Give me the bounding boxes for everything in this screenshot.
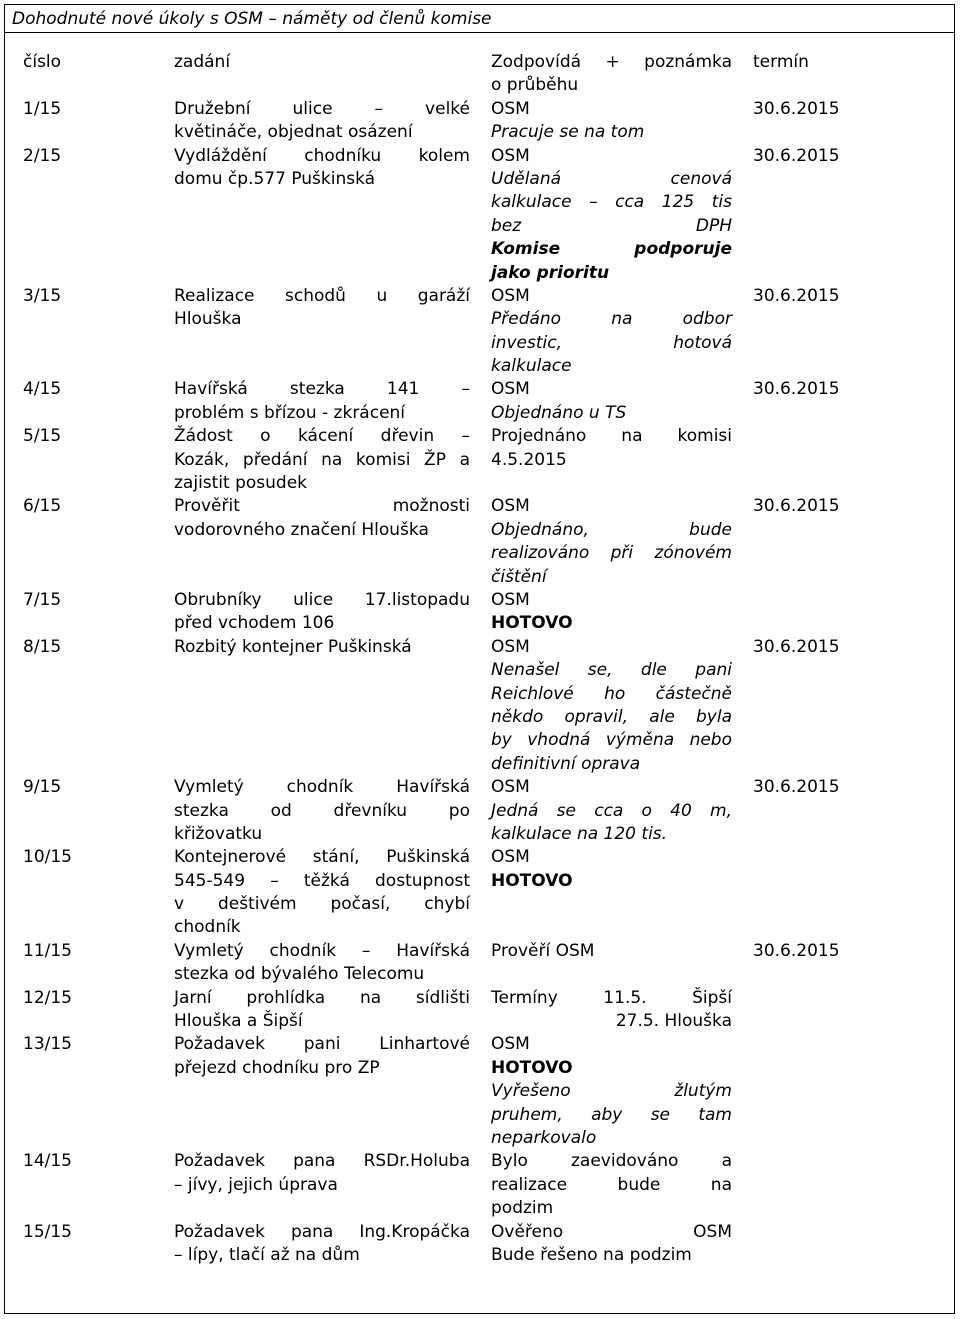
task-description-line: květináče, objednat osázení [174, 122, 413, 143]
task-note-line: OSM [491, 285, 530, 306]
task-description-line: 545-549 – těžká dostupnost [174, 870, 470, 891]
task-number: 7/15 [23, 589, 62, 610]
task-description-line: Vymletý chodník Havířská [174, 777, 470, 798]
task-description-line: problém s břízou - zkrácení [174, 402, 406, 423]
task-note [491, 987, 732, 1034]
task-note-line: Reichlové ho částečně [491, 683, 732, 704]
task-description-line: domu čp.577 Puškinská [174, 168, 376, 189]
table-row [23, 495, 858, 589]
task-note-line: Prověří OSM [491, 940, 595, 961]
task-deadline [732, 1221, 858, 1268]
header-cislo: číslo [23, 52, 62, 72]
task-number: 12/15 [23, 987, 72, 1008]
task-number: 2/15 [23, 145, 62, 166]
task-description-line: vodorovného značení Hlouška [174, 519, 429, 540]
task-note-line: HOTOVO [491, 870, 573, 891]
task-number: 3/15 [23, 285, 62, 306]
task-number: 6/15 [23, 496, 62, 517]
task-note [491, 1033, 732, 1150]
task-number: 4/15 [23, 379, 62, 400]
table-row [23, 378, 858, 425]
task-description [174, 145, 470, 285]
task-note-line: kalkulace na 120 tis. [491, 823, 668, 844]
task-description-line: – lípy, tlačí až na dům [174, 1244, 360, 1265]
task-description [174, 378, 470, 425]
table-row [23, 589, 858, 636]
task-description-line: stezka od dřevníku po [174, 800, 470, 821]
task-deadline: 30.6.2015 [753, 145, 840, 166]
task-note-line: Nenašel se, dle pani [491, 660, 732, 681]
task-note-line: bez DPH [491, 215, 732, 236]
task-description [174, 285, 470, 379]
task-note [491, 636, 732, 776]
task-note-line: realizováno při zónovém [491, 543, 732, 564]
task-deadline [732, 425, 858, 495]
header-zodpovida [491, 51, 732, 98]
task-description-line: – jívy, jejich úprava [174, 1174, 338, 1195]
task-note-line: OSM [491, 1034, 530, 1055]
task-note [491, 378, 732, 425]
table-row [23, 776, 858, 846]
task-note [491, 145, 732, 285]
tasks-table [23, 51, 858, 1267]
task-note-line: Vyřešeno žlutým [491, 1081, 732, 1102]
task-description-line: křižovatku [174, 823, 263, 844]
table-row [23, 1221, 858, 1268]
task-note-line: by vhodná výměna nebo [491, 730, 732, 751]
task-note [491, 425, 732, 495]
task-description [174, 987, 470, 1034]
task-note-line: investic, hotová [491, 332, 732, 353]
task-note-line: Objednáno, bude [491, 519, 732, 540]
task-description-line: Požadavek pana RSDr.Holuba [174, 1151, 470, 1172]
table-row [23, 636, 858, 776]
task-note-line: OSM [491, 847, 530, 868]
task-note-line: 4.5.2015 [491, 449, 567, 470]
task-deadline [732, 589, 858, 636]
table-header-row [23, 51, 858, 98]
task-deadline [732, 987, 858, 1034]
task-deadline [732, 1150, 858, 1220]
task-note [491, 776, 732, 846]
task-deadline: 30.6.2015 [753, 777, 840, 798]
task-note-line: Jedná se cca o 40 m, [491, 800, 732, 821]
table-row [23, 846, 858, 940]
task-note-line: Komise podporuje [491, 239, 732, 260]
task-description-line: Kontejnerové stání, Puškinská [174, 847, 470, 868]
task-note-line: Bude řešeno na podzim [491, 1244, 692, 1265]
task-note-line: OSM [491, 98, 530, 119]
task-note [491, 589, 732, 636]
task-description [174, 98, 470, 145]
task-description-line: Prověřit možnosti [174, 496, 470, 517]
task-description-line: Kozák, předání na komisi ŽP a [174, 449, 470, 470]
task-deadline [732, 846, 858, 940]
page-title: Dohodnuté nové úkoly s OSM – náměty od členů komise [4, 4, 955, 33]
header-termin: termín [753, 52, 809, 72]
task-description-line: Hlouška [174, 309, 242, 330]
task-note [491, 846, 732, 940]
task-note-line: neparkovalo [491, 1127, 597, 1148]
table-row [23, 1150, 858, 1220]
task-description-line: Požadavek pani Linhartové [174, 1034, 470, 1055]
task-note-line: podzim [491, 1198, 554, 1219]
header-zadani: zadání [174, 52, 231, 72]
task-note-line: Ověřeno OSM [491, 1221, 732, 1242]
task-note-line: HOTOVO [491, 1057, 573, 1078]
task-number: 8/15 [23, 636, 62, 657]
task-note-line: Udělaná cenová [491, 168, 732, 189]
task-note-line: Předáno na odbor [491, 309, 732, 330]
task-description [174, 495, 470, 589]
task-note [491, 495, 732, 589]
task-description-line: Obrubníky ulice 17.listopadu [174, 589, 470, 610]
task-description [174, 1221, 470, 1268]
task-number: 9/15 [23, 777, 62, 798]
task-description [174, 776, 470, 846]
task-number: 1/15 [23, 98, 62, 119]
table-row [23, 98, 858, 145]
task-number: 14/15 [23, 1151, 72, 1172]
task-note [491, 1150, 732, 1220]
task-description [174, 846, 470, 940]
task-note-line: OSM [491, 379, 530, 400]
task-description [174, 940, 470, 987]
task-note-line: 27.5. Hlouška [615, 1011, 732, 1032]
table-row [23, 1033, 858, 1150]
task-deadline: 30.6.2015 [753, 496, 840, 517]
task-note-line: OSM [491, 589, 530, 610]
task-description [174, 1033, 470, 1150]
table-row [23, 145, 858, 285]
task-note-line: pruhem, aby se tam [491, 1104, 732, 1125]
task-number: 10/15 [23, 847, 72, 868]
task-deadline: 30.6.2015 [753, 940, 840, 961]
task-number: 11/15 [23, 940, 72, 961]
task-note-line: Projednáno na komisi [491, 426, 732, 447]
task-description-line: Požadavek pana Ing.Kropáčka [174, 1221, 470, 1242]
task-description-line: Žádost o kácení dřevin – [174, 426, 470, 447]
task-note-line: Bylo zaevidováno a [491, 1151, 732, 1172]
task-note [491, 940, 732, 987]
task-description-line: přejezd chodníku pro ZP [174, 1057, 380, 1078]
task-description-line: Realizace schodů u garáží [174, 285, 470, 306]
task-description-line: Vymletý chodník – Havířská [174, 940, 470, 961]
table-row [23, 425, 858, 495]
task-note-line: kalkulace – cca 125 tis [491, 192, 732, 213]
table-row [23, 940, 858, 987]
task-deadline: 30.6.2015 [753, 636, 840, 657]
task-number: 5/15 [23, 426, 62, 447]
task-note-line: OSM [491, 145, 530, 166]
table-row [23, 987, 858, 1034]
task-note-line: někdo opravil, ale byla [491, 706, 732, 727]
task-description-line: stezka od bývalého Telecomu [174, 964, 425, 985]
task-note [491, 98, 732, 145]
task-number: 13/15 [23, 1034, 72, 1055]
task-description-line: Jarní prohlídka na sídlišti [174, 987, 470, 1008]
task-description-line: v deštivém počasí, chybí [174, 894, 470, 915]
task-description-line: zajistit posudek [174, 473, 308, 494]
task-description-line: Rozbitý kontejner Puškinská [174, 636, 412, 657]
task-description-line: Vydláždění chodníku kolem [174, 145, 470, 166]
table-body [23, 98, 858, 1268]
task-description-line: chodník [174, 917, 241, 938]
task-note-line: Termíny 11.5. Šipší [491, 987, 732, 1008]
task-note-line: čištění [491, 566, 547, 587]
task-note-line: kalkulace [491, 356, 572, 377]
task-description-line: Havířská stezka 141 – [174, 379, 470, 400]
task-description-line: před vchodem 106 [174, 613, 335, 634]
task-description [174, 636, 470, 776]
task-deadline: 30.6.2015 [753, 379, 840, 400]
task-description-line: Hlouška a Šipší [174, 1011, 303, 1032]
task-note-line: Pracuje se na tom [491, 122, 645, 143]
task-note-line: HOTOVO [491, 613, 573, 634]
task-description-line: Družební ulice – velké [174, 98, 470, 119]
task-note [491, 1221, 732, 1268]
header-zodpovida-line: o průběhu [491, 75, 579, 96]
task-deadline: 30.6.2015 [753, 98, 840, 119]
table-row [23, 285, 858, 379]
task-note-line: definitivní oprava [491, 753, 641, 774]
task-note-line: jako prioritu [491, 262, 610, 283]
header-zodpovida-line: Zodpovídá + poznámka [491, 52, 732, 72]
task-note-line: OSM [491, 777, 530, 798]
task-description [174, 1150, 470, 1220]
task-description [174, 425, 470, 495]
task-note-line: OSM [491, 636, 530, 657]
task-deadline [732, 1033, 858, 1150]
task-deadline: 30.6.2015 [753, 285, 840, 306]
task-note [491, 285, 732, 379]
task-note-line: Objednáno u TS [491, 402, 627, 423]
task-description [174, 589, 470, 636]
task-note-line: realizace bude na [491, 1174, 732, 1195]
task-number: 15/15 [23, 1221, 72, 1242]
task-note-line: OSM [491, 496, 530, 517]
